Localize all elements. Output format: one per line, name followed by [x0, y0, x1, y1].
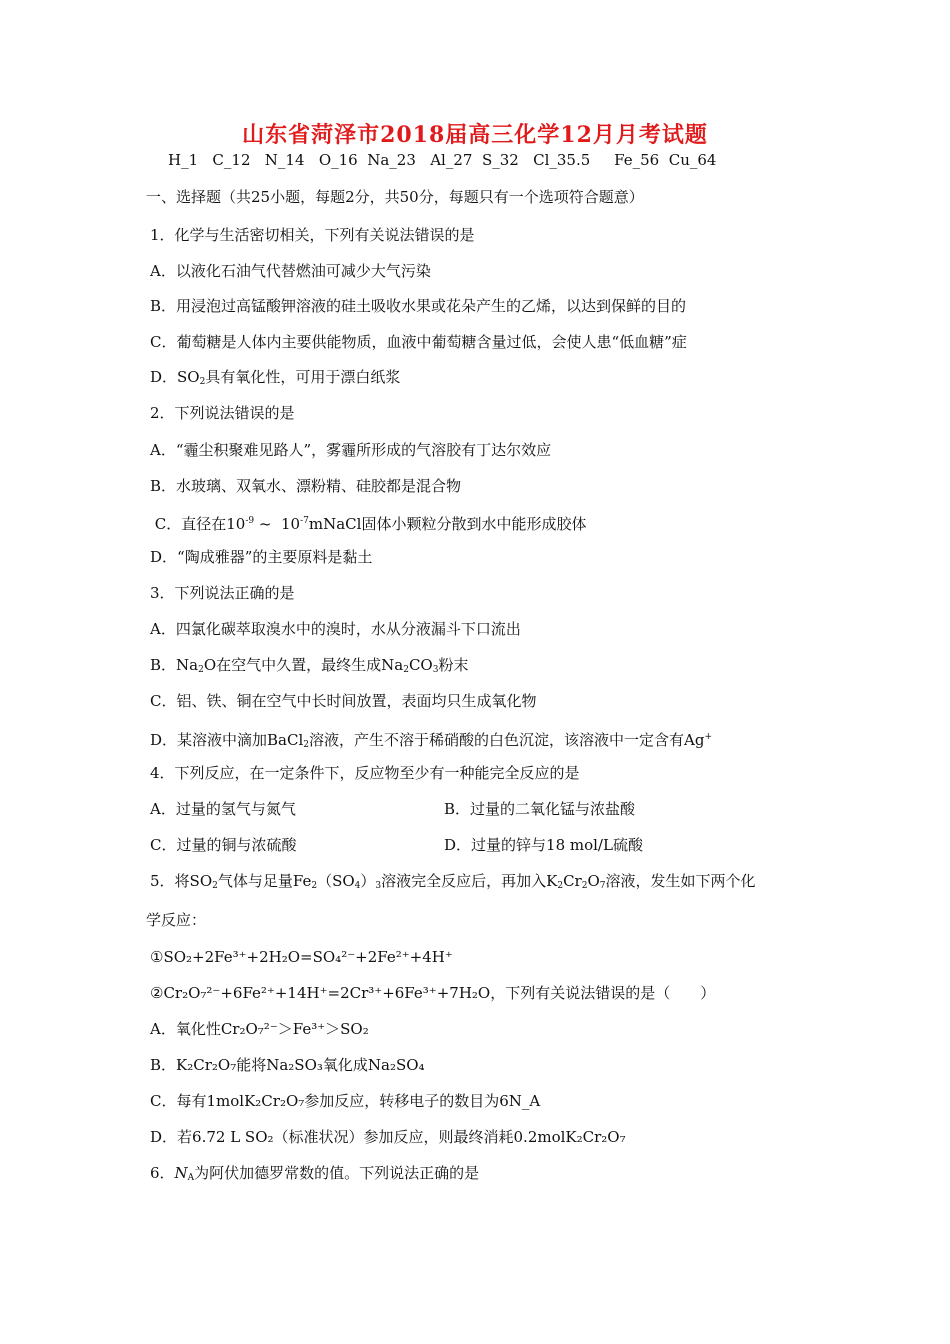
q4-stem: 4．下列反应，在一定条件下，反应物至少有一种能完全反应的是	[150, 764, 580, 782]
q1-option-b: B．用浸泡过高锰酸钾溶液的硅土吸收水果或花朵产生的乙烯，以达到保鲜的目的	[150, 297, 687, 315]
q5-equation-2: ②Cr₂O₇²⁻+6Fe²⁺+14H⁺=2Cr³⁺+6Fe³⁺+7H₂O，下列有关说法错误的是（ ）	[150, 984, 716, 1002]
q4-option-a: A．过量的氢气与氮气	[150, 800, 296, 818]
q1-option-a: A．以液化石油气代替燃油可减少大气污染	[150, 262, 431, 280]
section-header: 一、选择题（共25小题，每题2分，共50分，每题只有一个选项符合题意）	[146, 188, 644, 206]
q5-option-a: A．氧化性Cr₂O₇²⁻＞Fe³⁺＞SO₂	[150, 1020, 369, 1038]
q4-option-d: D．过量的锌与18 mol/L硫酸	[444, 836, 643, 854]
q1-stem: 1．化学与生活密切相关，下列有关说法错误的是	[150, 226, 475, 244]
q5-option-c: C．每有1molK₂Cr₂O₇参加反应，转移电子的数目为6N_A	[150, 1092, 541, 1110]
q5-option-d: D．若6.72 L SO₂（标准状况）参加反应，则最终消耗0.2molK₂Cr₂O₇	[150, 1128, 626, 1146]
q5-option-b: B．K₂Cr₂O₇能将Na₂SO₃氧化成Na₂SO₄	[150, 1056, 425, 1074]
q3-option-b: B．$Na_2O$在空气中久置，最终生成$Na_2CO_3$粉末	[150, 656, 469, 675]
document-title: 山东省菏泽市2018届高三化学12月月考试题	[242, 122, 708, 148]
q3-option-c: C．铝、铁、铜在空气中长时间放置，表面均只生成氧化物	[150, 692, 537, 710]
q3-option-a: A．四氯化碳萃取溴水中的溴时，水从分液漏斗下口流出	[150, 620, 521, 638]
q5-stem-line2: 学反应：	[146, 911, 207, 929]
q2-stem: 2．下列说法错误的是	[150, 404, 295, 422]
q1-option-c: C．葡萄糖是人体内主要供能物质，血液中葡萄糖含量过低，会使人患“低血糖”症	[150, 333, 687, 351]
q2-option-d: D．“陶成雅器”的主要原料是黏土	[150, 548, 373, 566]
q4-option-b: B．过量的二氧化锰与浓盐酸	[444, 800, 636, 818]
q6-stem: 6．$N_A$为阿伏加德罗常数的值。下列说法正确的是	[150, 1164, 480, 1183]
q2-option-c: C．直径在$10^{-9}$ ~ $10^{-7}mNaCl$固体小颗粒分散到水中能形成胶体	[150, 515, 587, 533]
q2-option-b: B．水玻璃、双氧水、漂粉精、硅胶都是混合物	[150, 477, 462, 495]
q5-stem-line1: 5．将$SO_2$气体与足量$Fe_2(SO_4)_3$溶液完全反应后，再加入$K_2Cr_2O_7$溶液，发生如下两个化	[150, 872, 756, 891]
q5-equation-1: ①SO₂+2Fe³⁺+2H₂O=SO₄²⁻+2Fe²⁺+4H⁺	[150, 948, 453, 966]
q3-option-d: D．某溶液中滴加BaCl$_2$溶液，产生不溶于稀硝酸的白色沉淀，该溶液中一定含有Ag+	[150, 731, 712, 750]
atomic-masses: H_1 C_12 N_14 O_16 Na_23 Al_27 S_32 Cl_35.5 Fe_56 Cu_64	[168, 151, 717, 169]
q1-option-d: D．$SO_2$具有氧化性，可用于漂白纸浆	[150, 368, 401, 387]
q2-option-a: A．“霾尘积聚难见路人”，雾霾所形成的气溶胶有丁达尔效应	[150, 441, 552, 459]
q4-option-c: C．过量的铜与浓硫酸	[150, 836, 297, 854]
q3-stem: 3．下列说法正确的是	[150, 584, 295, 602]
